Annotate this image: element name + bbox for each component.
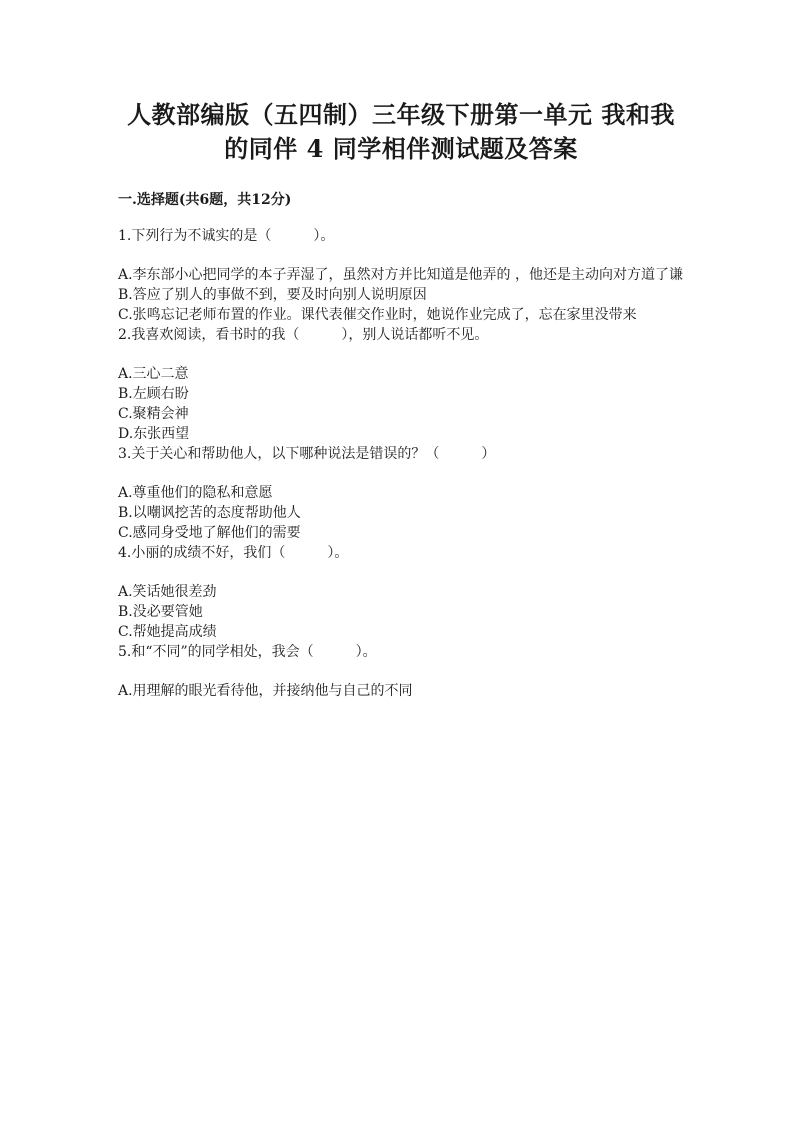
question-4 <box>118 543 684 642</box>
title-line-2: 的同伴 4 同学相伴测试题及答案 <box>224 134 578 163</box>
option-a: A.用理解的眼光看待他，并接纳他与自己的不同 <box>118 683 413 699</box>
page-title <box>118 98 684 166</box>
option-b: B.以嘲讽挖苦的态度帮助他人 <box>118 505 301 521</box>
option-a: A.笑话她很差劲 <box>118 584 217 600</box>
option-c: C.张鸣忘记老师布置的作业。课代表催交作业时，她说作业完成了，忘在家里没带来 <box>118 307 637 323</box>
question-stem: 5.和“不同”的同学相处，我会（ ）。 <box>118 644 377 660</box>
option-b: B.左顾右盼 <box>118 386 189 402</box>
option-a: A.三心二意 <box>118 366 189 382</box>
option-c: C.聚精会神 <box>118 406 189 422</box>
option-b: B.答应了别人的事做不到，要及时向别人说明原因 <box>118 287 427 303</box>
question-stem: 2.我喜欢阅读，看书时的我（ ），别人说话都听不见。 <box>118 327 489 343</box>
question-2 <box>118 325 684 444</box>
option-b: B.没必要管她 <box>118 604 203 620</box>
option-a: A.李东部小心把同学的本子弄湿了，虽然对方并比知道是他弄的 ，他还是主动向对方道了谦 <box>118 267 684 283</box>
section-header: 一.选择题(共6题，共12分) <box>118 192 292 208</box>
title-line-1: 人教部编版（五四制）三年级下册第一单元 我和我 <box>127 100 675 129</box>
question-1 <box>118 226 684 325</box>
question-5 <box>118 642 684 701</box>
option-c: C.帮她提高成绩 <box>118 624 217 640</box>
question-stem: 3.关于关心和帮助他人，以下哪种说法是错误的？（ ） <box>118 446 496 462</box>
question-stem: 4.小丽的成绩不好，我们（ ）。 <box>118 545 349 561</box>
question-3 <box>118 444 684 543</box>
question-stem: 1.下列行为不诚实的是（ ）。 <box>118 228 335 244</box>
option-d: D.东张西望 <box>118 426 190 442</box>
option-a: A.尊重他们的隐私和意愿 <box>118 485 273 501</box>
option-c: C.感同身受地了解他们的需要 <box>118 525 301 541</box>
